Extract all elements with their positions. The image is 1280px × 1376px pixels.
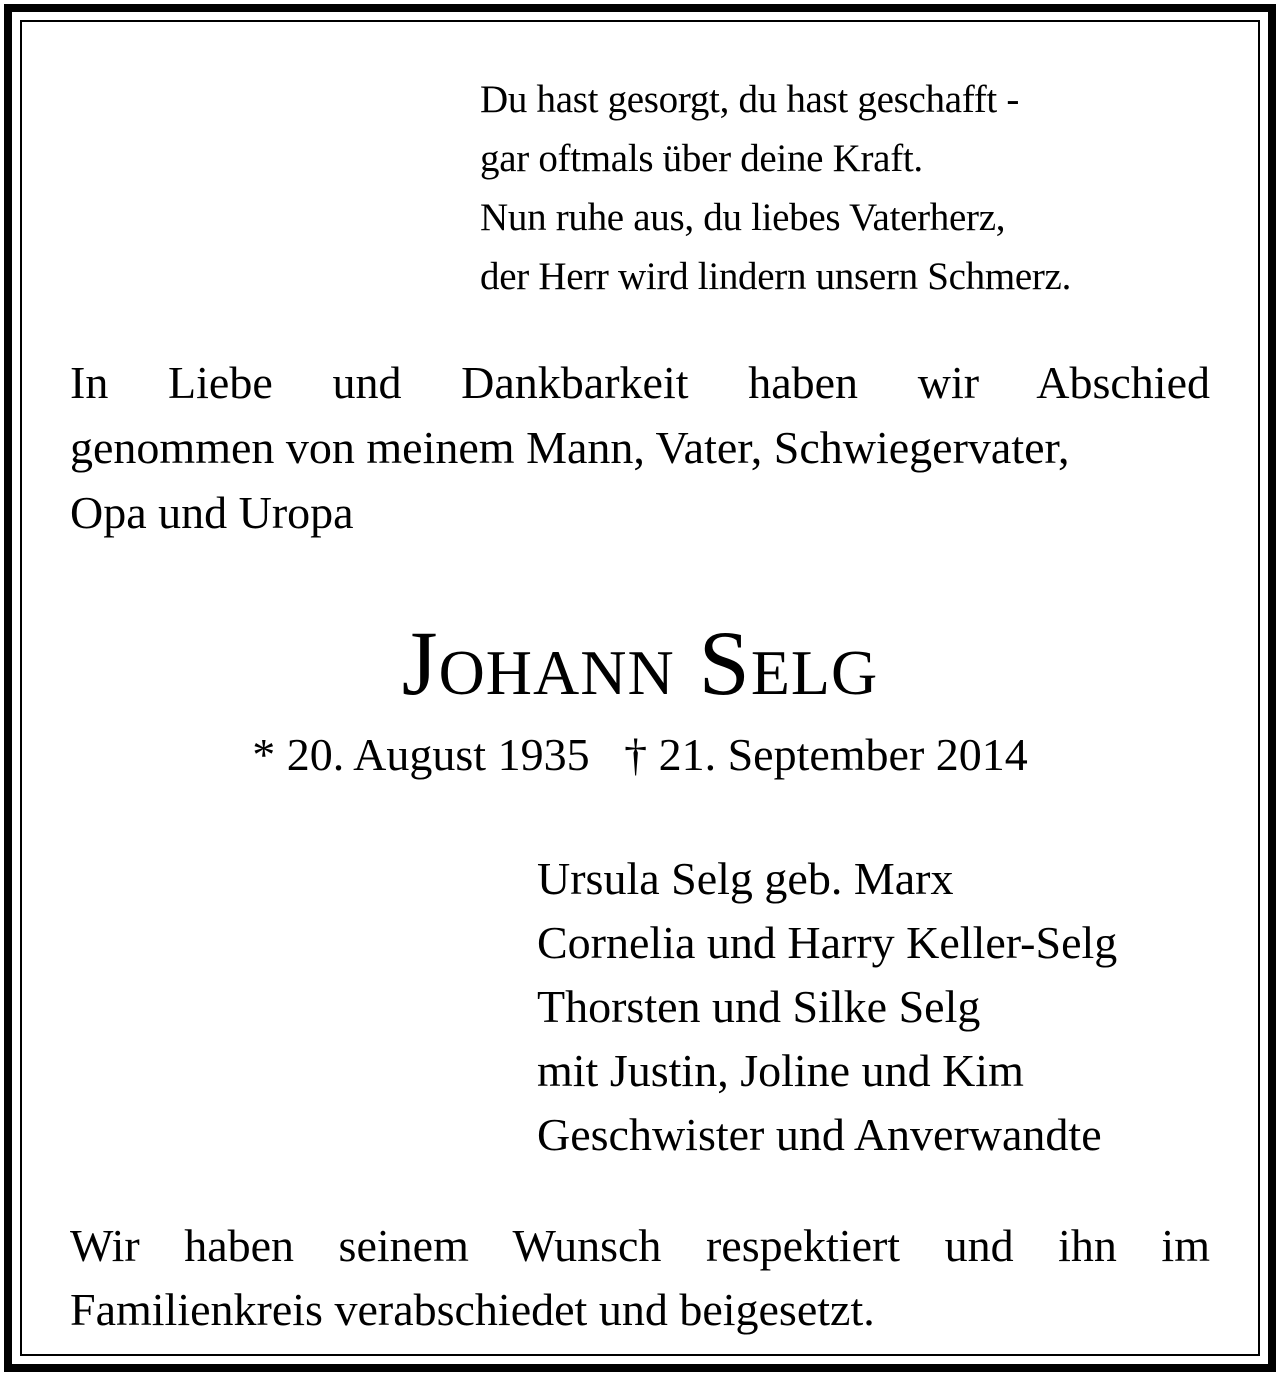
mourner-line: Cornelia und Harry Keller-Selg <box>537 917 1118 968</box>
life-dates: * 20. August 1935 † 21. September 2014 <box>252 729 1028 780</box>
closing-line: Wir haben seinem Wunsch respektiert und ihn im <box>70 1220 1210 1271</box>
mourner-line: Thorsten und Silke Selg <box>537 981 981 1032</box>
intro-line: Opa und Uropa <box>70 487 354 538</box>
intro-line: genommen von meinem Mann, Vater, Schwiegervater, <box>70 422 1070 473</box>
intro-line: In Liebe und Dankbarkeit haben wir Abschied <box>70 357 1210 408</box>
mourners-list <box>537 847 1117 1167</box>
intro-paragraph <box>70 350 1210 545</box>
poem-line: der Herr wird lindern unsern Schmerz. <box>480 255 1072 298</box>
deceased-name: Johann Selg <box>401 612 879 714</box>
mourner-line: Ursula Selg geb. Marx <box>537 853 954 904</box>
poem-line: Nun ruhe aus, du liebes Vaterherz, <box>480 196 1006 239</box>
poem-line: gar oftmals über deine Kraft. <box>480 137 923 180</box>
mourner-line: Geschwister und Anverwandte <box>537 1109 1102 1160</box>
poem-line: Du hast gesorgt, du hast geschafft - <box>480 78 1020 121</box>
poem-block <box>480 70 1071 306</box>
closing-paragraph <box>70 1214 1210 1342</box>
closing-line: Familienkreis verabschiedet und beigesetzt. <box>70 1284 875 1335</box>
mourner-line: mit Justin, Joline und Kim <box>537 1045 1024 1096</box>
